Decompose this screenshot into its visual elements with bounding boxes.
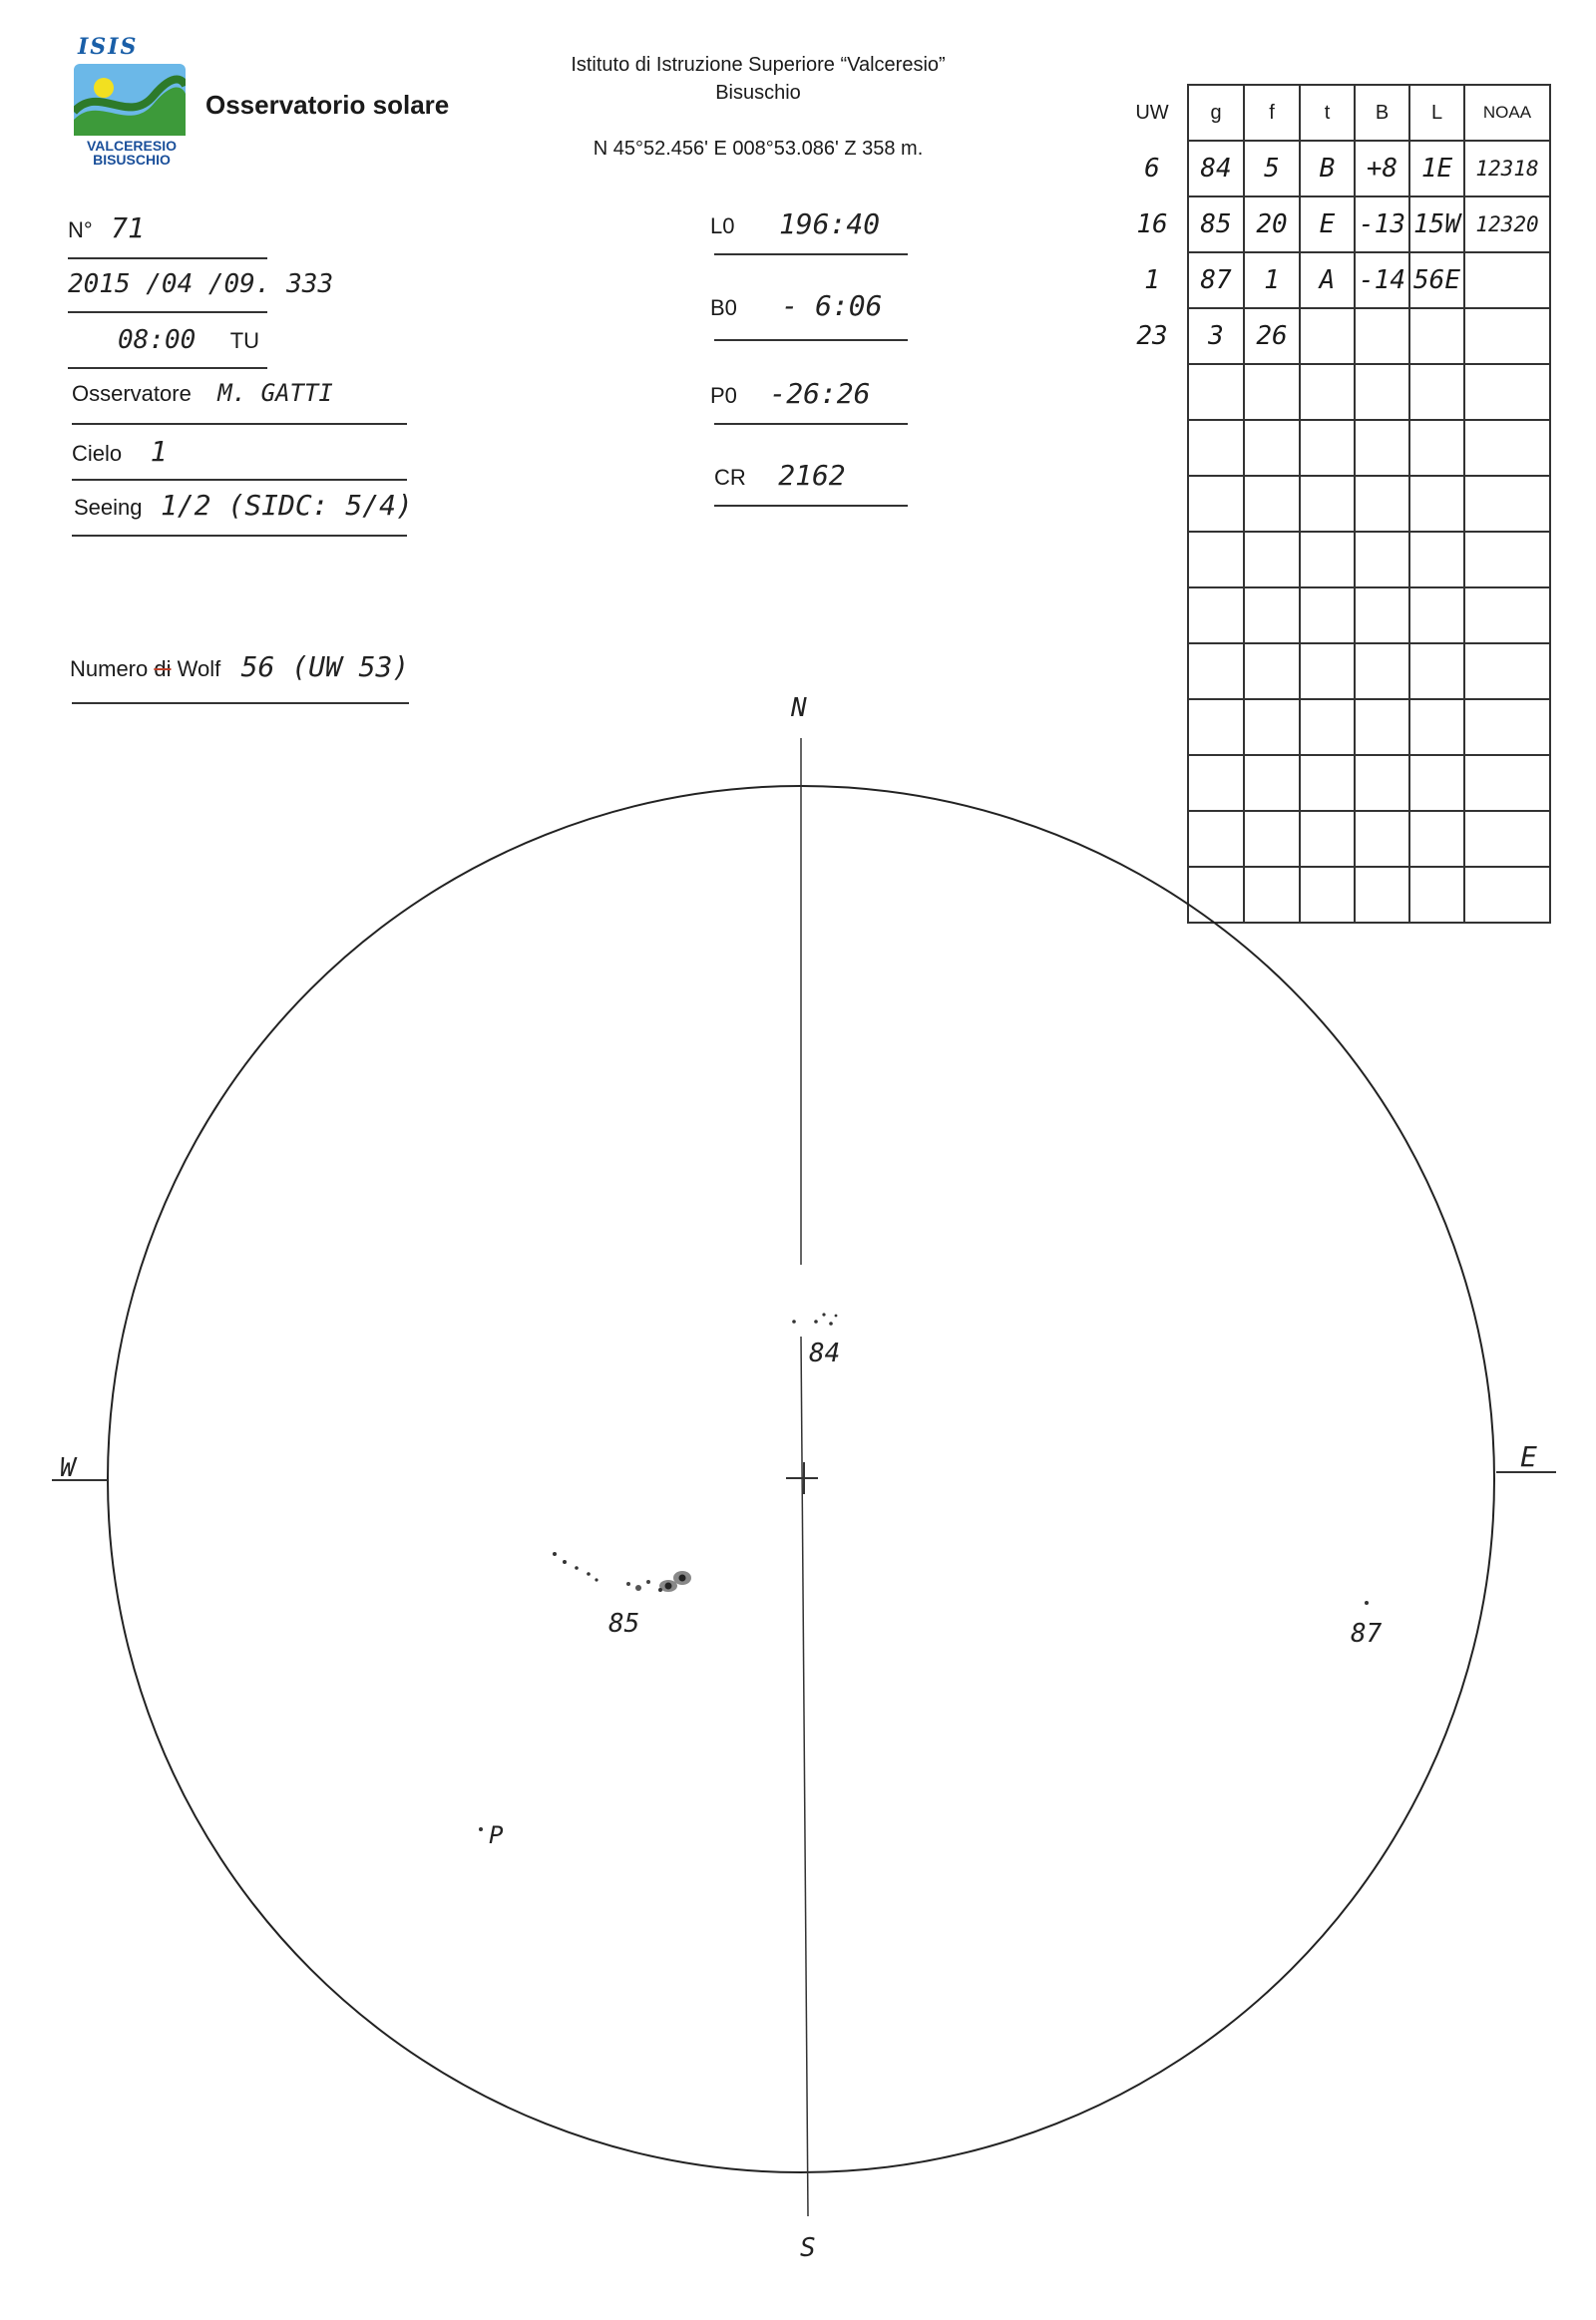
cell-f: 5	[1244, 141, 1300, 196]
institute-name: Istituto di Istruzione Superiore “Valceresio”	[571, 54, 946, 76]
wolf-label: Numero di Wolf	[70, 656, 221, 681]
observation-number-label: N°	[68, 217, 93, 242]
group-label-87: 87	[1351, 1619, 1383, 1649]
P0-value: -26:26	[769, 377, 871, 410]
sky-label: Cielo	[72, 441, 123, 466]
cell-g: 85	[1188, 196, 1244, 252]
sky-value: 1	[150, 435, 168, 468]
cell-uw: 6	[1144, 154, 1160, 184]
col-header-b: B	[1355, 85, 1409, 141]
observation-date: 2015 /04 /09. 333	[68, 269, 334, 299]
north-label: N	[791, 693, 807, 723]
seeing-value: 1/2 (SIDC: 5/4)	[160, 489, 413, 522]
pore-label: P	[489, 1821, 504, 1849]
cell-g: 87	[1188, 252, 1244, 308]
logo-wordmark: ISIS	[78, 34, 139, 60]
total-g: 3	[1188, 308, 1244, 364]
col-header-g: g	[1188, 85, 1244, 141]
cell-g: 84	[1188, 141, 1244, 196]
cell-l: 1E	[1409, 141, 1464, 196]
total-uw: 23	[1136, 321, 1168, 351]
CR-label: CR	[714, 465, 746, 490]
observatory-title: Osservatorio solare	[205, 90, 450, 120]
pore-marker	[479, 1821, 504, 1849]
observation-time-value: 08:00	[118, 325, 197, 355]
logo-line-valceresio: VALCERESIO	[87, 138, 177, 154]
logo-line-bisuschio: BISUSCHIO	[93, 152, 171, 168]
observation-number-value: 71	[111, 211, 145, 244]
cell-f: 1	[1244, 252, 1300, 308]
col-header-l: L	[1409, 85, 1464, 141]
cell-uw: 16	[1136, 209, 1168, 239]
south-label: S	[800, 2233, 816, 2263]
sunspot-group-85	[553, 1552, 691, 1639]
observer-label: Osservatore	[72, 381, 192, 406]
observation-time-unit: TU	[229, 328, 260, 353]
B0-label: B0	[710, 295, 737, 320]
observer-value: M. GATTI	[217, 379, 333, 407]
sunspot-group-84	[792, 1313, 840, 1368]
cell-t: E	[1300, 196, 1355, 252]
cell-b: -14	[1355, 252, 1409, 308]
col-header-t: t	[1300, 85, 1355, 141]
col-header-uw: UW	[1135, 101, 1169, 124]
cell-noaa: 12320	[1464, 196, 1550, 252]
cell-l: 56E	[1409, 252, 1464, 308]
west-label: W	[60, 1453, 76, 1483]
seeing-label: Seeing	[74, 495, 143, 520]
total-f: 26	[1244, 308, 1300, 364]
cell-uw: 1	[1144, 265, 1160, 295]
site-coordinates: N 45°52.456' E 008°53.086' Z 358 m.	[593, 138, 924, 160]
east-label: E	[1520, 1440, 1537, 1473]
group-label-84: 84	[809, 1339, 841, 1368]
P0-label: P0	[710, 383, 737, 408]
wolf-value: 56 (UW 53)	[240, 650, 410, 683]
col-header-f: f	[1244, 85, 1300, 141]
cell-noaa: 12318	[1464, 141, 1550, 196]
col-header-noaa: NOAA	[1464, 85, 1550, 141]
cell-b: -13	[1355, 196, 1409, 252]
L0-label: L0	[710, 213, 735, 238]
L0-value: 196:40	[778, 207, 881, 240]
sunspot-group-87	[1351, 1601, 1383, 1649]
cell-b: +8	[1355, 141, 1409, 196]
cell-t: B	[1300, 141, 1355, 196]
cell-l: 15W	[1409, 196, 1464, 252]
CR-value: 2162	[778, 459, 846, 492]
institute-town: Bisuschio	[715, 82, 801, 104]
cell-f: 20	[1244, 196, 1300, 252]
cell-t: A	[1300, 252, 1355, 308]
B0-value: - 6:06	[781, 289, 883, 322]
group-label-85: 85	[608, 1609, 640, 1639]
